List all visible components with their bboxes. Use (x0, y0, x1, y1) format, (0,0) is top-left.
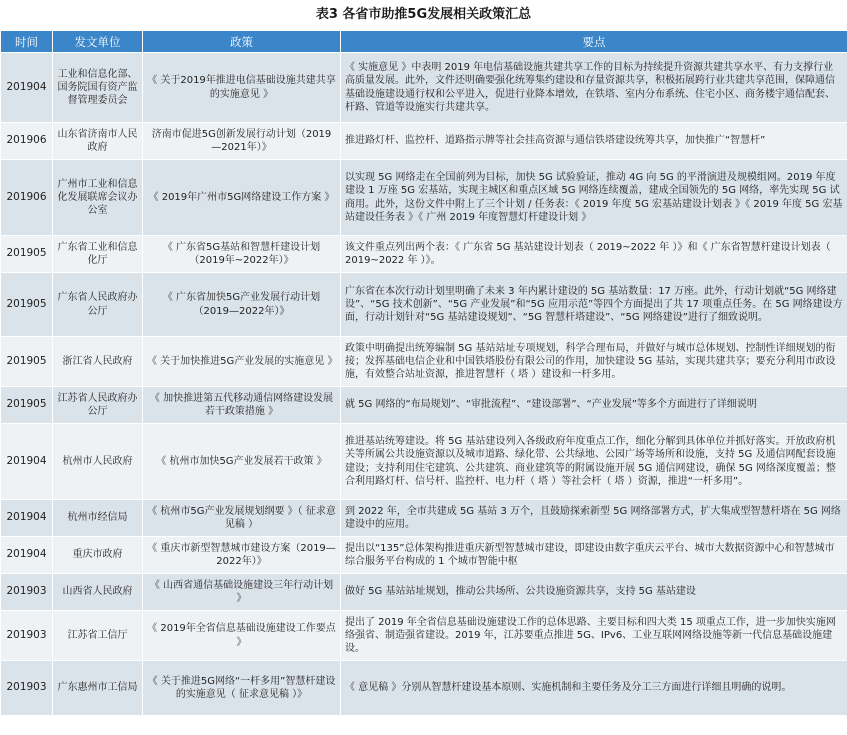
table-row (1, 236, 847, 273)
cell-unit: 工业和信息化部、国务院国有资产监督管理委员会 (53, 53, 143, 123)
header-time: 时间 (1, 31, 53, 53)
cell-policy: 《 杭州市加快5G产业发展若干政策 》 (143, 424, 341, 500)
cell-points: 到 2022 年，全市共建成 5G 基站 3 万个，且鼓励探索新型 5G 网络部署方式，扩大集成型智慧杆塔在 5G 网络建设中的应用。 (341, 500, 847, 537)
cell-time: 201904 (1, 424, 53, 500)
cell-policy: 《 广东省5G基站和智慧杆建设计划（2019年~2022年）》 (143, 236, 341, 273)
table-row (1, 574, 847, 611)
cell-policy: 《 重庆市新型智慧城市建设方案（2019—2022年）》 (143, 537, 341, 574)
cell-points: 推进路灯杆、监控杆、道路指示牌等社会挂高资源与通信铁塔建设统筹共享，加快推广“智慧杆” (341, 123, 847, 160)
cell-unit: 广州市工业和信息化发展联席会议办公室 (53, 160, 143, 236)
cell-points: 提出以“135”总体架构推进重庆新型智慧城市建设，即建设由数字重庆云平台、城市大数据资源中心和智慧城市综合服务平台构成的 1 个城市智能中枢 (341, 537, 847, 574)
cell-unit: 杭州市人民政府 (53, 424, 143, 500)
cell-unit: 广东惠州市工信局 (53, 661, 143, 716)
cell-points: 广东省在本次行动计划里明确了未来 3 年内累计建设的 5G 基站数量：17 万座。此外，行动计划就“5G 网络建设”、“5G 技术创新”、“5G 产业发展”和“5G 应用示范”等四个方面提出了共 17 项重点任务。在 5G 网络建设方面，行动计划针对“5G 基站建设规划”、“5G 智慧杆塔建设”、“5G 网络建设”进行了细致说明。 (341, 273, 847, 337)
cell-policy: 《 2019年广州市5G网络建设工作方案 》 (143, 160, 341, 236)
table-title: 表3 各省市助推5G发展相关政策汇总 (315, 7, 532, 22)
cell-unit: 杭州市经信局 (53, 500, 143, 537)
cell-points: 《 实施意见 》中表明 2019 年电信基础设施共建共享工作的目标为持续提升资源共建共享水平、有力支撑行业高质量发展。此外，文件还明确要强化统筹集约建设和存量资源共享，积极拓展跨行业共建共享范围，保障通信基础设施建设通行权和公平进入，促进行业降本增效，在铁塔、室内分布系统、住宅小区、商务楼宇通信配套、杆路、管道等设施实行共建共享。 (341, 53, 847, 123)
cell-points: 该文件重点列出两个表：《 广东省 5G 基站建设计划表（ 2019~2022 年 ）》和《 广东省智慧杆建设计划表（ 2019~2022 年 ）》。 (341, 236, 847, 273)
cell-unit: 江苏省人民政府办公厅 (53, 387, 143, 424)
cell-unit: 广东省工业和信息化厅 (53, 236, 143, 273)
cell-time: 201905 (1, 387, 53, 424)
cell-time: 201903 (1, 661, 53, 716)
table-row (1, 537, 847, 574)
policy-table (0, 30, 847, 716)
cell-policy: 《 关于2019年推进电信基础设施共建共享的实施意见 》 (143, 53, 341, 123)
cell-unit: 江苏省工信厅 (53, 611, 143, 661)
table-row (1, 337, 847, 387)
cell-points: 政策中明确提出统筹编制 5G 基站站址专项规划，科学合理布局，并做好与城市总体规划、控制性详细规划的衔接；发挥基础电信企业和中国铁塔股份有限公司的作用，加快建设 5G 基站，实现共建共享；要充分利用市政设施，有效整合站址资源，推进智慧杆（ 塔 ）建设和一杆多用。 (341, 337, 847, 387)
table-row (1, 387, 847, 424)
header-points: 要点 (341, 31, 847, 53)
cell-policy: 《 2019年全省信息基础设施建设工作要点 》 (143, 611, 341, 661)
cell-time: 201905 (1, 236, 53, 273)
cell-policy: 《 加快推进第五代移动通信网络建设发展若干政策措施 》 (143, 387, 341, 424)
cell-time: 201904 (1, 500, 53, 537)
cell-time: 201904 (1, 537, 53, 574)
cell-policy: 《 关于推进5G网络“一杆多用”智慧杆建设的实施意见（ 征求意见稿 ）》 (143, 661, 341, 716)
cell-points: 《 意见稿 》分别从智慧杆建设基本原则、实施机制和主要任务及分工三方面进行详细且明确的说明。 (341, 661, 847, 716)
cell-points: 提出了 2019 年全省信息基础设施建设工作的总体思路、主要目标和四大类 15 项重点工作，进一步加快实施网络强省、制造强省建设。2019 年，江苏要重点推进 5G、IPv6、工业互联网网络设施等新一代信息基础设施建设。 (341, 611, 847, 661)
cell-time: 201905 (1, 337, 53, 387)
header-policy: 政策 (143, 31, 341, 53)
cell-policy: 《 广东省加快5G产业发展行动计划（2019—2022年）》 (143, 273, 341, 337)
cell-policy: 《 山西省通信基础设施建设三年行动计划 》 (143, 574, 341, 611)
cell-time: 201904 (1, 53, 53, 123)
cell-policy: 济南市促进5G创新发展行动计划（2019—2021年）》 (143, 123, 341, 160)
table-header-row (1, 31, 847, 53)
cell-time: 201903 (1, 574, 53, 611)
cell-time: 201903 (1, 611, 53, 661)
cell-time: 201905 (1, 273, 53, 337)
cell-policy: 《 关于加快推进5G产业发展的实施意见 》 (143, 337, 341, 387)
cell-time: 201906 (1, 123, 53, 160)
table-row (1, 611, 847, 661)
table-row (1, 500, 847, 537)
cell-unit: 广东省人民政府办公厅 (53, 273, 143, 337)
table-row (1, 123, 847, 160)
cell-policy: 《 杭州市5G产业发展规划纲要 》（ 征求意见稿 ） (143, 500, 341, 537)
cell-points: 就 5G 网络的“布局规划”、“审批流程”、“建设部署”、“产业发展”等多个方面进行了详细说明 (341, 387, 847, 424)
cell-points: 推进基站统筹建设。将 5G 基站建设列入各级政府年度重点工作，细化分解到具体单位并抓好落实。开放政府机关等所属公共设施资源以及城市道路、绿化带、公共绿地、公园广场等场所和设施，支持 5G 及通信网配套设施建设；支持利用住宅建筑、公共建筑、商业建筑等的附属设施开展 5G 通信网建设，确保 5G 网络深度覆盖；整合利用路灯杆、信号杆、监控杆、电力杆（ 塔 ）等社会杆（ 塔 ）资源，推进“一杆多用”。 (341, 424, 847, 500)
cell-unit: 浙江省人民政府 (53, 337, 143, 387)
table-row (1, 424, 847, 500)
cell-time: 201906 (1, 160, 53, 236)
header-unit: 发文单位 (53, 31, 143, 53)
cell-unit: 重庆市政府 (53, 537, 143, 574)
cell-points: 做好 5G 基站站址规划，推动公共场所、公共设施资源共享，支持 5G 基站建设 (341, 574, 847, 611)
table-row (1, 661, 847, 716)
table-row (1, 53, 847, 123)
cell-points: 以实现 5G 网络走在全国前列为目标，加快 5G 试验验证，推动 4G 向 5G 的平滑演进及规模组网。2019 年度建设 1 万座 5G 宏基站，实现主城区和重点区域 5G 网络连续覆盖，建成全国领先的 5G 网络，率先实现 5G 试商用。此外，这份文件中附上了三个计划 / 任务表：《 2019 年度 5G 宏基站建设计划表 》《 2019 年度 5G 宏基站建设任务表 》《 广州 2019 年度智慧灯杆建设计划 》 (341, 160, 847, 236)
cell-unit: 山东省济南市人民政府 (53, 123, 143, 160)
table-row (1, 160, 847, 236)
cell-unit: 山西省人民政府 (53, 574, 143, 611)
table-row (1, 273, 847, 337)
